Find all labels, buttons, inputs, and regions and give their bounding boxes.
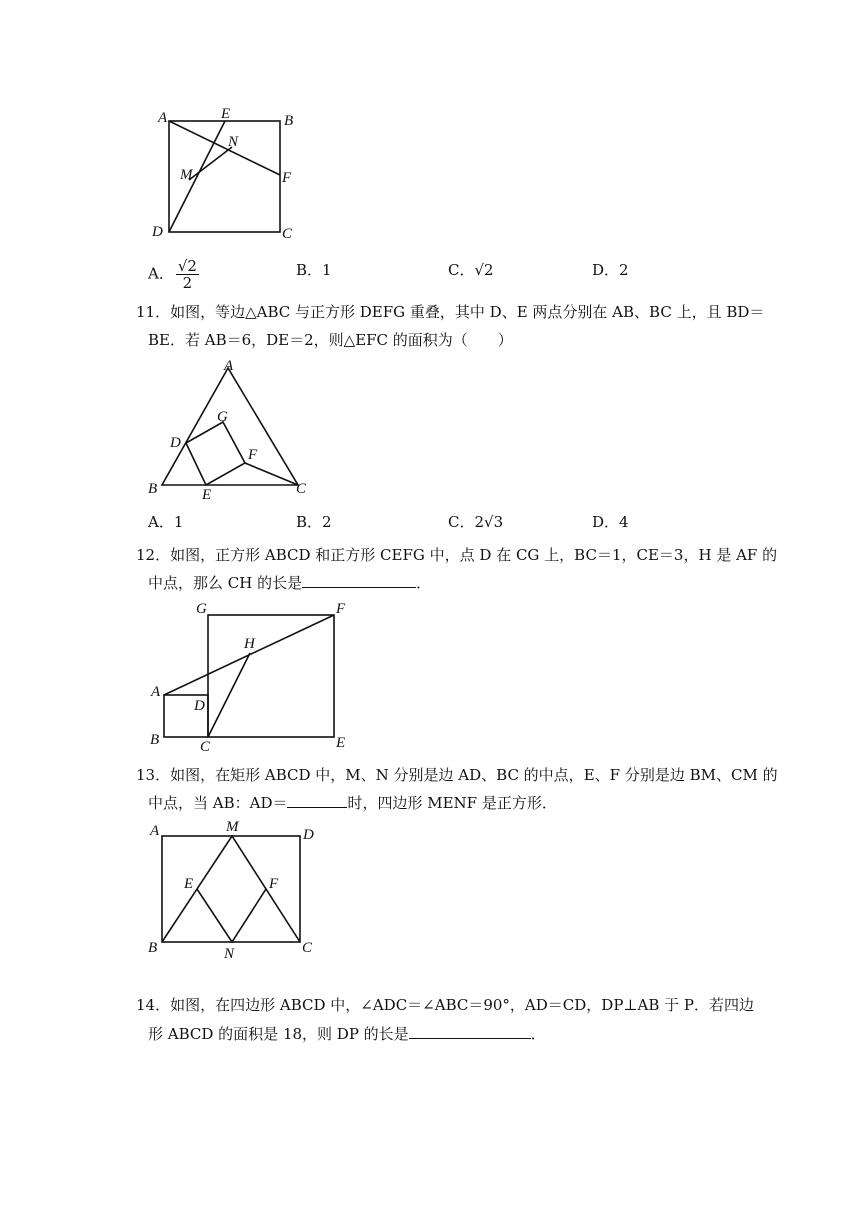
q12-label-G: G [196,601,207,617]
q12-figure [140,598,360,753]
q13-text-line1: 13．如图，在矩形 ABCD 中，M、N 分别是边 AD、BC 的中点，E、F 分别是边 BM、CM 的 [136,766,778,784]
q11-text-line2: BE．若 AB＝6，DE＝2，则△EFC 的面积为（ ） [148,331,513,349]
q12-line-CH [208,653,250,737]
q11-option-b[interactable]: B．2 [296,513,332,531]
q11-option-c-value: 2√3 [474,513,504,531]
q12-label-C: C [200,739,211,753]
q10-label-M: M [180,167,193,183]
q11-text-line1: 11．如图，等边△ABC 与正方形 DEFG 重叠，其中 D、E 两点分别在 AB、BC 上，且 BD＝ [136,303,765,321]
q10-line-MN [189,147,232,180]
q13-label-E: E [184,876,194,892]
q10-option-a-label: A． [148,264,174,283]
q13-answer-blank[interactable] [287,793,347,808]
q13-rectangle [162,836,300,942]
q12-label-B: B [150,732,160,748]
q10-option-c-value: √2 [474,261,494,279]
q10-label-F: F [282,170,292,186]
q10-option-a-fraction: $\frac{√2}{2}$ [177,257,197,292]
q12-label-H: H [244,636,255,652]
q11-label-G: G [217,409,228,425]
q13-lines-BM-MC [162,836,300,942]
q13-label-F: F [269,876,279,892]
q11-label-A: A [224,358,234,374]
q14-text-line1: 14．如图，在四边形 ABCD 中，∠ADC＝∠ABC＝90°，AD＝CD，DP⊥AB 于 P．若四边 [136,996,755,1014]
q10-label-D: D [152,224,163,240]
q12-label-D: D [194,698,205,714]
q13-figure [140,815,330,965]
q13-label-A: A [150,823,160,839]
q13-label-N: N [224,946,235,962]
q10-option-b[interactable]: B．1 [296,261,332,279]
q14-answer-blank[interactable] [409,1024,531,1039]
q10-label-C: C [282,226,293,242]
q13-text-line2: 中点，当 AB：AD＝ 时，四边形 MENF 是正方形． [148,794,557,812]
q13-label-B: B [148,940,158,956]
q13-lines-EN-NF [197,889,266,942]
q11-figure [140,355,320,505]
q10-figure [140,100,310,245]
q12-answer-blank[interactable] [302,573,416,588]
q11-square [186,422,245,485]
q10-label-B: B [284,113,294,129]
q10-option-d[interactable]: D．2 [592,261,629,279]
q14-text-line2: 形 ABCD 的面积是 18，则 DP 的长是 ． [148,1025,546,1043]
q12-text-line1: 12．如图，正方形 ABCD 和正方形 CEFG 中，点 D 在 CG 上，BC＝1，CE＝3，H 是 AF 的 [136,546,778,564]
q12-label-E: E [336,735,346,751]
q11-label-D: D [170,435,181,451]
q10-label-A: A [158,110,168,126]
q11-label-F: F [248,447,258,463]
q12-square-CEFG [208,615,334,737]
q10-option-a[interactable] [148,258,199,291]
q13-label-C: C [302,940,313,956]
q12-text-line2: 中点，那么 CH 的长是 ． [148,574,432,592]
q11-label-C: C [296,481,307,497]
q11-triangle [162,368,298,485]
q11-line-FC [245,463,298,485]
q12-label-F: F [336,601,346,617]
q12-label-A: A [151,684,161,700]
q11-option-c[interactable]: C．2√3 [448,513,504,531]
q11-option-d[interactable]: D．4 [592,513,629,531]
q13-label-D: D [303,827,314,843]
q11-option-a[interactable]: A．1 [148,513,184,531]
q13-label-M: M [226,819,239,835]
q11-label-B: B [148,481,158,497]
q10-option-c[interactable]: C．√2 [448,261,494,279]
q10-label-E: E [221,106,231,122]
q10-line-DE [169,121,225,232]
q11-label-E: E [202,487,212,503]
q10-label-N: N [228,134,239,150]
